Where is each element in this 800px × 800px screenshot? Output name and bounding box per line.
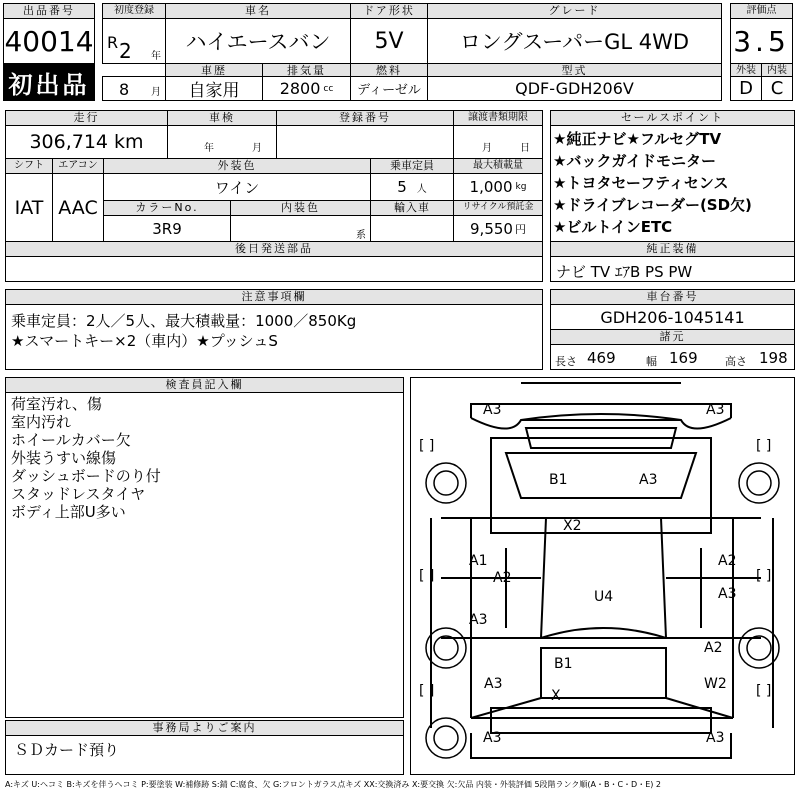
damage-label: W2	[704, 676, 727, 692]
recycle-label: リサイクル預託金	[453, 200, 543, 216]
max-load: 1,000	[469, 178, 513, 196]
inspector-label: 検査員記入欄	[5, 377, 404, 393]
notes-line1: 乗車定員：2人／5人、最大積載量：1000／850Kg	[11, 312, 357, 330]
bracket-right-bottom: [ ]	[756, 683, 772, 699]
shift: IAT	[5, 173, 53, 242]
inspector-line: 荷室汚れ、傷	[11, 395, 102, 413]
color-no-label: カラーNo.	[103, 200, 231, 216]
first-reg-year-cell	[102, 18, 166, 64]
aircon: AAC	[52, 173, 104, 242]
int-color-unit: 系	[356, 230, 366, 241]
inspection-month-unit: 月	[252, 143, 262, 154]
width-label: 幅	[646, 355, 657, 368]
damage-label: A3	[706, 402, 725, 418]
sales-point: ★ビルトインETC	[553, 218, 673, 236]
first-reg-month-cell	[102, 76, 166, 101]
sales-point: ★純正ナビ★フルセグTV	[553, 130, 722, 148]
notes-cell	[5, 304, 543, 370]
transfer-day-unit: 日	[520, 143, 530, 154]
first-listing-badge: 初出品	[3, 63, 95, 101]
score-label: 評価点	[730, 3, 793, 19]
sales-point: ★ドライブレコーダー(SD欠)	[553, 196, 752, 214]
inspector-line: ボディ上部U多い	[11, 503, 126, 521]
capacity-label: 乗車定員	[370, 158, 454, 174]
grade: ロングスーパーGL 4WD	[427, 18, 722, 64]
notes-label: 注意事項欄	[5, 289, 543, 305]
model-label: 型式	[427, 63, 722, 77]
fuel: ディーゼル	[350, 76, 428, 101]
lot-label: 出品番号	[3, 3, 95, 19]
sales-point: ★トヨタセーフティセンス	[553, 174, 729, 192]
color-no: 3R9	[103, 215, 231, 242]
damage-label: X	[551, 688, 561, 704]
lot-number: 40014	[3, 18, 95, 64]
reg-month: 8	[119, 80, 130, 99]
max-load-cell	[453, 173, 543, 201]
history: 自家用	[165, 76, 263, 101]
inspector-line: スタッドレスタイヤ	[11, 485, 146, 503]
ext-color: ワイン	[103, 173, 371, 201]
damage-label: A3	[483, 402, 502, 418]
damage-label: A3	[639, 472, 658, 488]
sales-points-list	[550, 125, 795, 242]
displacement: 2800	[279, 79, 321, 98]
genuine-equipment-cell	[550, 256, 795, 282]
damage-label: B1	[554, 656, 573, 672]
max-load-label: 最大積載量	[453, 158, 543, 174]
mileage-cell	[5, 125, 168, 159]
int-grade-label: 内装	[761, 63, 793, 77]
genuine-equipment-label: 純正装備	[550, 241, 795, 257]
ext-grade: D	[730, 76, 762, 101]
mileage: 306,714	[29, 131, 109, 153]
import-label: 輸入車	[370, 200, 454, 216]
int-grade: C	[761, 76, 793, 101]
displacement-cell	[262, 76, 351, 101]
bracket-left-mid: [ ]	[419, 568, 435, 584]
chassis-no: GDH206-1045141	[550, 304, 795, 330]
model: QDF-GDH206V	[427, 76, 722, 101]
mileage-label: 走行	[5, 110, 168, 126]
reg-no-label: 登録番号	[276, 110, 454, 126]
inspection-year-unit: 年	[204, 143, 214, 154]
max-load-unit: kg	[515, 182, 527, 192]
transfer-month-unit: 月	[482, 143, 492, 154]
inspection-label: 車検	[167, 110, 277, 126]
bracket-right-mid: [ ]	[756, 568, 772, 584]
damage-label: A3	[706, 730, 725, 746]
capacity-cell	[370, 173, 454, 201]
era: R	[107, 33, 119, 52]
displacement-unit: cc	[323, 83, 334, 94]
damage-label: X2	[563, 518, 582, 534]
genuine-equipment: ナビ TV ｴｱB PS PW	[556, 263, 693, 281]
damage-label: A3	[469, 612, 488, 628]
score: 3.5	[730, 18, 793, 64]
inspector-line: 外装うすい線傷	[11, 449, 117, 467]
shift-label: シフト	[5, 158, 53, 174]
inspector-line: ダッシュボードのり付	[11, 467, 161, 485]
damage-label: A1	[469, 553, 488, 569]
recycle-unit: 円	[514, 222, 526, 236]
specs-cell	[550, 344, 795, 370]
ext-grade-label: 外装	[730, 63, 762, 77]
int-color-label: 内装色	[230, 200, 371, 216]
specs-label: 諸元	[550, 329, 795, 345]
displacement-label: 排気量	[262, 63, 351, 77]
bracket-right-top: [ ]	[756, 438, 772, 454]
length-label: 長さ	[555, 355, 577, 368]
height: 198	[759, 349, 788, 367]
inspection-cell	[167, 125, 277, 159]
sales-points-label: セールスポイント	[550, 110, 795, 126]
inspector-line: 室内汚れ	[11, 413, 72, 431]
later-parts-cell	[5, 256, 543, 282]
aircon-label: エアコン	[52, 158, 104, 174]
car-name: ハイエースバン	[165, 18, 351, 64]
sales-point: ★バックガイドモニター	[553, 152, 716, 170]
later-parts-label: 後日発送部品	[5, 241, 543, 257]
recycle-cell	[453, 215, 543, 242]
reg-year: 2	[119, 39, 132, 63]
transfer-cell	[453, 125, 543, 159]
damage-label: A3	[483, 730, 502, 746]
notes-line2: ★スマートキー×2（車内）★プッシュS	[11, 332, 278, 350]
ext-color-label: 外装色	[103, 158, 371, 174]
damage-label: A2	[704, 640, 723, 656]
transfer-label: 譲渡書類期限	[453, 110, 543, 126]
capacity: 5	[397, 178, 407, 196]
year-unit: 年	[151, 51, 161, 62]
grade-label: グレード	[427, 3, 722, 19]
height-label: 高さ	[725, 355, 747, 368]
first-reg-label: 初度登録	[102, 3, 166, 19]
import-cell	[370, 215, 454, 242]
bracket-left-top: [ ]	[419, 438, 435, 454]
damage-label: B1	[549, 472, 568, 488]
door-type: 5V	[350, 18, 428, 64]
damage-label: A2	[718, 553, 737, 569]
legend: A:キズ U:ヘコミ B:キズを伴うヘコミ P:要塗装 W:補修跡 S:錆 C:腐食、欠 G:フロントガラス点キズ XX:交換済み X:要交換 欠:欠品 内装・外装評価 5段階ランク順(A・B・C・D・E) 2	[5, 780, 662, 789]
fuel-label: 燃料	[350, 63, 428, 77]
office-cell	[5, 735, 404, 775]
bracket-left-bottom: [ ]	[419, 683, 435, 699]
recycle: 9,550	[470, 219, 513, 238]
width: 169	[669, 349, 698, 367]
car-name-label: 車名	[165, 3, 351, 19]
damage-label: A3	[484, 676, 503, 692]
chassis-label: 車台番号	[550, 289, 795, 305]
door-label: ドア形状	[350, 3, 428, 19]
history-label: 車歴	[165, 63, 263, 77]
capacity-unit: 人	[416, 183, 427, 195]
damage-diagram	[410, 377, 795, 775]
reg-no-cell	[276, 125, 454, 159]
damage-label: U4	[594, 589, 614, 605]
car-outline	[411, 378, 794, 774]
mileage-unit: km	[114, 131, 144, 153]
month-unit: 月	[151, 87, 161, 98]
length: 469	[587, 349, 616, 367]
office-label: 事務局よりご案内	[5, 720, 404, 736]
damage-label: A3	[718, 586, 737, 602]
damage-label: A2	[493, 570, 512, 586]
int-color-cell	[230, 215, 371, 242]
office-notice: ＳＤカード預り	[14, 741, 120, 759]
inspector-notes	[5, 392, 404, 718]
inspector-line: ホイールカバー欠	[11, 431, 131, 449]
